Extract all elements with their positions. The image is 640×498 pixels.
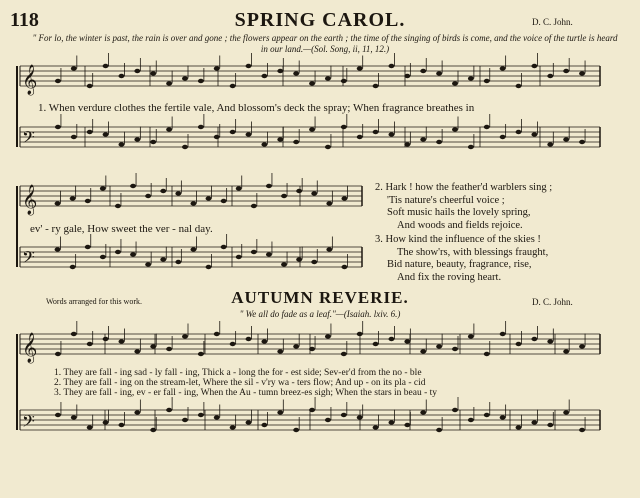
note-head [87, 84, 93, 88]
note-head [357, 332, 363, 336]
note-head [277, 137, 283, 141]
note-head [277, 69, 283, 73]
note-head [166, 81, 172, 85]
note-head [547, 142, 553, 146]
note-head [214, 135, 220, 139]
note-head [296, 189, 302, 193]
note-head [118, 142, 124, 146]
note-head [341, 79, 347, 83]
note-head [484, 413, 490, 417]
note-head [500, 66, 506, 70]
spring-carol-lyric-line-1: 1. When verdure clothes the fertile vale, And blossom's deck the spray; When fragrance breathes in [38, 102, 475, 114]
autumn-reverie-title: AUTUMN REVERIE. [231, 288, 409, 307]
spring-carol-verse-3 [375, 234, 548, 284]
note-head [71, 415, 77, 419]
note-head [198, 352, 204, 356]
note-head [190, 201, 196, 205]
autumn-reverie-composer: D. C. John. [532, 297, 573, 307]
note-head [246, 132, 252, 136]
clef-icon: 𝄢 [22, 411, 35, 435]
note-head [547, 423, 553, 427]
autumn-reverie-lyric-verse-1: 1. They are fall - ing sad - ly fall - ing, Thick a - long the for - est side; Sev-er'd from the no - ble [54, 368, 422, 378]
note-head [206, 196, 212, 200]
note-head [388, 420, 394, 424]
clef-icon: 𝄢 [22, 127, 35, 151]
note-head [103, 420, 109, 424]
note-head [452, 347, 458, 351]
note-head [100, 255, 106, 259]
note-head [388, 132, 394, 136]
spring-carol-verse-2 [375, 182, 552, 232]
note-head [420, 69, 426, 73]
note-head [563, 137, 569, 141]
autumn-reverie-lyric-verse-3: 3. They are fall - ing, ev - er fall - ing, When the Au - tumn breez-es sigh; When the stars in beau - ty [54, 388, 438, 398]
note-head [55, 413, 61, 417]
note-head [500, 415, 506, 419]
note-head [236, 186, 242, 190]
note-head [293, 428, 299, 432]
note-head [531, 132, 537, 136]
note-head [484, 79, 490, 83]
note-head [230, 342, 236, 346]
note-head [468, 334, 474, 338]
note-head [134, 349, 140, 353]
note-head [579, 344, 585, 348]
note-head [182, 334, 188, 338]
note-head [311, 191, 317, 195]
note-head [221, 245, 227, 249]
note-head [103, 132, 109, 136]
note-head [484, 352, 490, 356]
note-head [198, 79, 204, 83]
clef-icon: 𝄞 [22, 185, 38, 215]
note-head [103, 64, 109, 68]
note-head [87, 342, 93, 346]
note-head [182, 418, 188, 422]
spring-carol-lyric-line-2: ev' - ry gale, How sweet the ver - nal day. [30, 223, 213, 235]
note-head [325, 76, 331, 80]
note-head [150, 140, 156, 144]
note-head [420, 137, 426, 141]
note-head [100, 186, 106, 190]
note-head [166, 347, 172, 351]
note-head [436, 344, 442, 348]
clef-icon: 𝄢 [22, 247, 35, 271]
note-head [373, 84, 379, 88]
note-head [214, 332, 220, 336]
note-head [55, 79, 61, 83]
note-head [420, 349, 426, 353]
note-head [230, 130, 236, 134]
verse-line: 'Tis nature's cheerful voice ; [387, 194, 505, 206]
note-head [221, 199, 227, 203]
note-head [531, 420, 537, 424]
note-head [175, 260, 181, 264]
note-head [55, 352, 61, 356]
autumn-reverie-epigraph: " We all do fade as a leaf."—(Isaiah. lxiv. 6.) [239, 309, 401, 319]
note-head [150, 71, 156, 75]
note-head [563, 349, 569, 353]
note-head [326, 201, 332, 205]
verse-line: Bid nature, beauty, fragrance, rise, [387, 259, 532, 270]
note-head [373, 130, 379, 134]
note-head [296, 257, 302, 261]
note-head [547, 339, 553, 343]
note-head [500, 135, 506, 139]
note-head [516, 84, 522, 88]
verse-line: The show'rs, with blessings fraught, [397, 246, 549, 258]
note-head [166, 127, 172, 131]
note-head [309, 81, 315, 85]
note-head [404, 423, 410, 427]
note-head [55, 247, 61, 251]
note-head [150, 428, 156, 432]
note-head [404, 142, 410, 146]
note-head [357, 66, 363, 70]
note-head [182, 145, 188, 149]
note-head [71, 332, 77, 336]
note-head [190, 247, 196, 251]
note-head [309, 127, 315, 131]
autumn-reverie-arranged-note: Words arranged for this work. [46, 297, 142, 306]
note-head [166, 408, 172, 412]
spring-carol-epigraph: " For lo, the winter is past, the rain is over and gone ; the flowers appear on the earth ; the time of the singing of birds is come, and the voice of the turtle is heard in our land.—(Sol. Song, ii, 11, 12.) [32, 33, 618, 54]
note-head [516, 342, 522, 346]
note-head [388, 337, 394, 341]
note-head [230, 84, 236, 88]
note-head [71, 135, 77, 139]
note-head [516, 425, 522, 429]
verse-line: And fix the roving heart. [397, 271, 502, 283]
note-head [579, 71, 585, 75]
note-head [420, 410, 426, 414]
note-head [452, 81, 458, 85]
note-head [326, 247, 332, 251]
note-head [341, 196, 347, 200]
note-head [115, 250, 121, 254]
autumn-reverie-lyric-verse-2: 2. They are fall - ing on the stream-let, Where the sil - v'ry wa - ters flow; And up - on its pla - cid [54, 378, 426, 388]
note-head [436, 428, 442, 432]
note-head [373, 425, 379, 429]
note-head [325, 145, 331, 149]
note-head [468, 145, 474, 149]
note-head [266, 184, 272, 188]
note-head [198, 125, 204, 129]
note-head [341, 413, 347, 417]
note-head [388, 64, 394, 68]
note-head [531, 64, 537, 68]
note-head [130, 184, 136, 188]
note-head [87, 130, 93, 134]
note-head [87, 425, 93, 429]
note-head [85, 245, 91, 249]
note-head [150, 344, 156, 348]
note-head [341, 265, 347, 269]
note-head [130, 252, 136, 256]
note-head [373, 342, 379, 346]
note-head [134, 410, 140, 414]
note-head [230, 425, 236, 429]
note-head [277, 410, 283, 414]
note-head [261, 339, 267, 343]
note-head [563, 410, 569, 414]
note-head [236, 255, 242, 259]
note-head [468, 76, 474, 80]
note-head [134, 69, 140, 73]
note-head [251, 204, 257, 208]
note-head [309, 347, 315, 351]
note-head [404, 74, 410, 78]
note-head [246, 64, 252, 68]
note-head [357, 135, 363, 139]
note-head [118, 74, 124, 78]
note-head [145, 194, 151, 198]
note-head [277, 349, 283, 353]
note-head [579, 428, 585, 432]
note-head [55, 125, 61, 129]
clef-icon: 𝄞 [22, 333, 38, 363]
spring-carol-composer: D. C. John. [532, 17, 573, 27]
clef-icon: 𝄞 [22, 65, 38, 95]
note-head [293, 140, 299, 144]
verse-line: 2. Hark ! how the feather'd warblers sing ; [375, 182, 553, 193]
note-head [85, 199, 91, 203]
note-head [341, 125, 347, 129]
note-head [311, 260, 317, 264]
note-head [468, 418, 474, 422]
note-head [118, 423, 124, 427]
note-head [261, 74, 267, 78]
note-head [246, 420, 252, 424]
note-head [246, 337, 252, 341]
note-head [261, 423, 267, 427]
note-head [206, 265, 212, 269]
note-head [500, 332, 506, 336]
note-head [175, 191, 181, 195]
note-head [214, 415, 220, 419]
note-head [516, 130, 522, 134]
note-head [404, 339, 410, 343]
note-head [341, 352, 347, 356]
note-head [214, 66, 220, 70]
note-head [118, 339, 124, 343]
note-head [266, 252, 272, 256]
note-head [160, 189, 166, 193]
note-head [251, 250, 257, 254]
note-head [134, 137, 140, 141]
note-head [309, 408, 315, 412]
page-number: 118 [10, 9, 39, 31]
note-head [182, 76, 188, 80]
verse-line: Soft music hails the lovely spring, [387, 207, 531, 218]
note-head [436, 71, 442, 75]
note-head [115, 204, 121, 208]
note-head [71, 66, 77, 70]
note-head [452, 127, 458, 131]
note-head [357, 415, 363, 419]
note-head [547, 74, 553, 78]
note-head [531, 337, 537, 341]
note-head [281, 262, 287, 266]
note-head [452, 408, 458, 412]
note-head [563, 69, 569, 73]
note-head [70, 265, 76, 269]
note-head [293, 71, 299, 75]
note-head [70, 196, 76, 200]
note-head [145, 262, 151, 266]
note-head [325, 418, 331, 422]
note-head [325, 334, 331, 338]
verse-line: 3. How kind the influence of the skies ! [375, 234, 541, 245]
note-head [198, 413, 204, 417]
note-head [281, 194, 287, 198]
note-head [484, 125, 490, 129]
note-head [103, 337, 109, 341]
note-head [160, 257, 166, 261]
note-head [293, 344, 299, 348]
note-head [436, 140, 442, 144]
note-head [261, 142, 267, 146]
note-head [579, 140, 585, 144]
note-head [55, 201, 61, 205]
spring-carol-title: SPRING CAROL. [234, 9, 406, 31]
verse-line: And woods and fields rejoice. [397, 219, 523, 231]
